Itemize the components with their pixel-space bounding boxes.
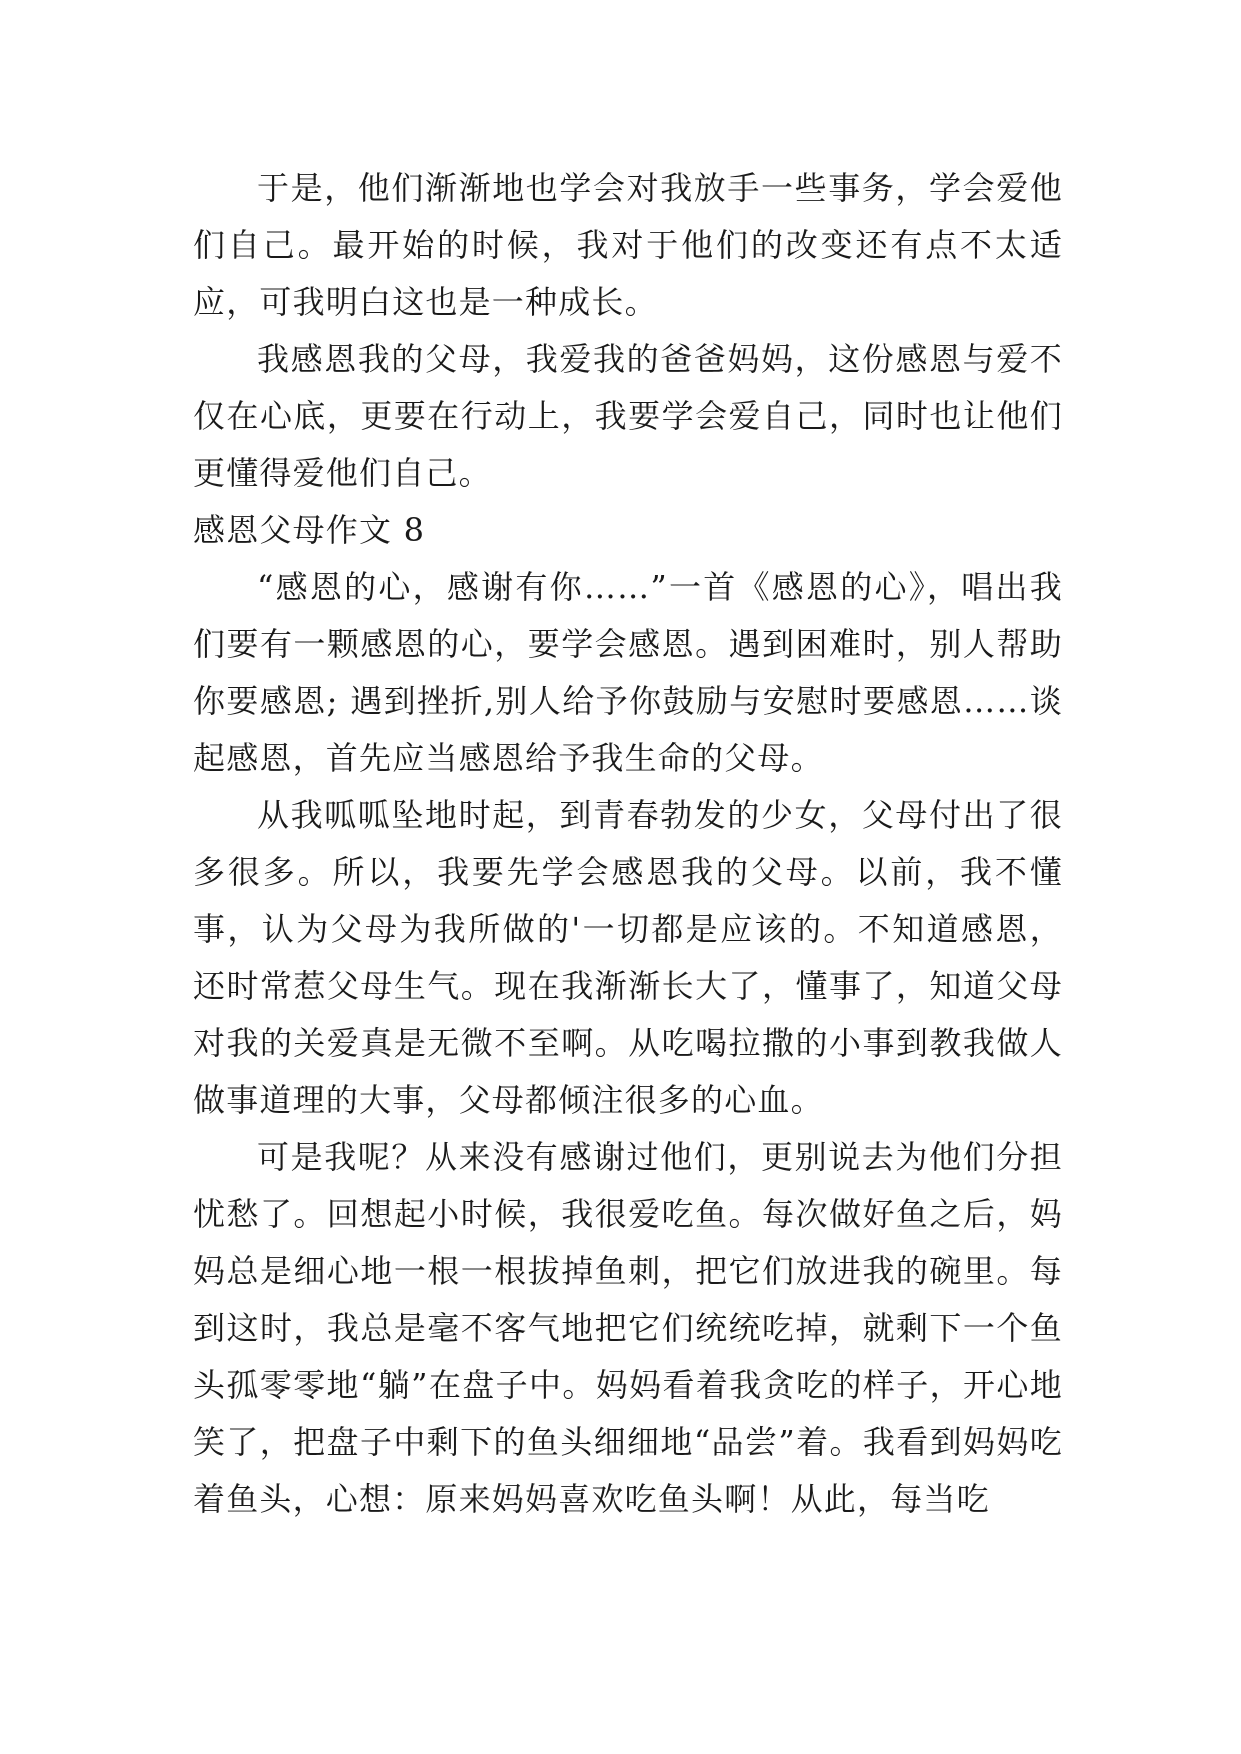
document-body	[193, 160, 1063, 1528]
section-heading: 感恩父母作文 8	[193, 511, 426, 549]
paragraph: 我感恩我的父母，我爱我的爸爸妈妈，这份感恩与爱不仅在心底，更要在行动上，我要学会爱自己，同时也让他们更懂得爱他们自己。	[193, 340, 1063, 492]
paragraph: 可是我呢？从来没有感谢过他们，更别说去为他们分担忧愁了。回想起小时候，我很爱吃鱼。每次做好鱼之后，妈妈总是细心地一根一根拔掉鱼刺，把它们放进我的碗里。每到这时，我总是毫不客气地把它们统统吃掉，就剩下一个鱼头孤零零地“躺”在盘子中。妈妈看着我贪吃的样子，开心地笑了，把盘子中剩下的鱼头细细地“品尝”着。我看到妈妈吃着鱼头，心想：原来妈妈喜欢吃鱼头啊！从此，每当吃	[193, 1138, 1063, 1518]
paragraph: 从我呱呱坠地时起，到青春勃发的少女，父母付出了很多很多。所以，我要先学会感恩我的父母。以前，我不懂事，认为父母为我所做的'一切都是应该的。不知道感恩，还时常惹父母生气。现在我渐渐长大了，懂事了，知道父母对我的关爱真是无微不至啊。从吃喝拉撒的小事到教我做人做事道理的大事，父母都倾注很多的心血。	[193, 796, 1063, 1119]
paragraph: “感恩的心，感谢有你……”一首《感恩的心》，唱出我们要有一颗感恩的心，要学会感恩。遇到困难时，别人帮助你要感恩; 遇到挫折,别人给予你鼓励与安慰时要感恩……谈起感恩，首先应当感恩给予我生命的父母。	[193, 568, 1063, 777]
paragraph: 于是，他们渐渐地也学会对我放手一些事务，学会爱他们自己。最开始的时候，我对于他们的改变还有点不太适应，可我明白这也是一种成长。	[193, 169, 1063, 321]
